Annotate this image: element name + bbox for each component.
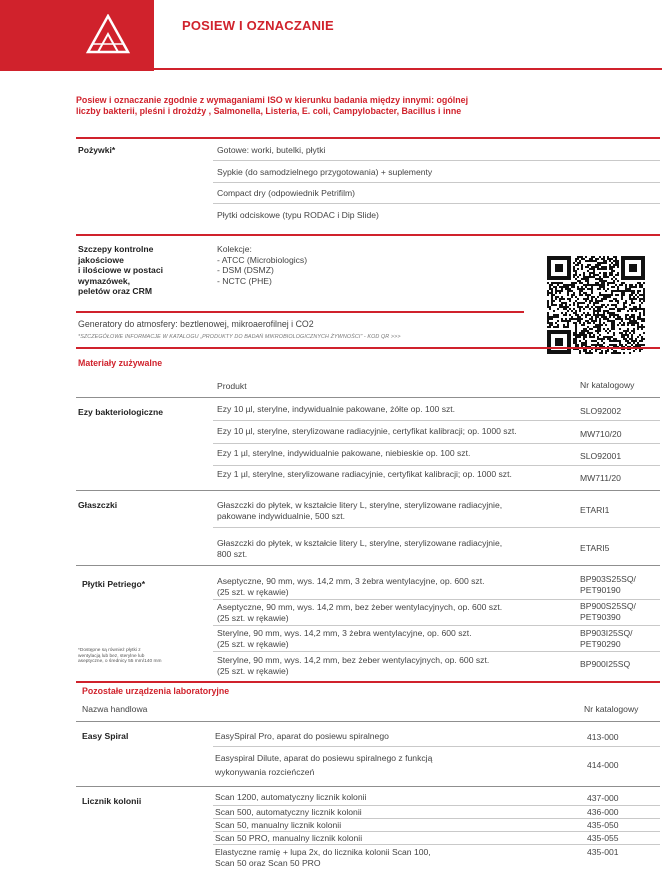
- row-divider: [213, 651, 660, 652]
- catalog-number: MW710/20: [580, 429, 622, 439]
- desc-line: pakowane indywidualnie, 500 szt.: [217, 510, 346, 521]
- desc-line: (25 szt. w rękawie): [217, 586, 289, 597]
- intro-line: liczby bakterii, pleśni i drożdży , Salmonella, Listeria, E. coli, Campylobacter, Bacillus i inne: [76, 106, 462, 116]
- catalog-note: *SZCZEGÓŁOWE INFORMACJE W KATALOGU „PRODUKTY DO BADAŃ MIKROBIOLOGICZNYCH ŻYWNOŚCI” - KOD QR >>>: [78, 334, 401, 340]
- desc-line: Głaszczki do płytek, w kształcie litery L, sterylne, sterylizowane radiacyjnie,: [217, 538, 503, 548]
- desc-line: Głaszczki do płytek, w kształcie litery L, sterylne, sterylizowane radiacyjnie,: [217, 500, 503, 510]
- label-line: i ilościowe w postaci: [78, 265, 164, 276]
- product-desc: Ezy 10 µl, sterylne, sterylizowane radiacyjnie, certyfikat kalibracji; op. 1000 szt.: [217, 426, 517, 436]
- row-divider: [213, 420, 660, 421]
- catalog-number: BP900I25SQ: [580, 659, 631, 669]
- generators-text: Generatory do atmosfery: beztlenowej, mikroaerofilnej i CO2: [78, 319, 314, 329]
- device-desc: Scan 1200, automatyczny licznik kolonii: [215, 792, 367, 802]
- cat-line: BP903S25SQ/: [580, 574, 636, 584]
- row-divider: [213, 182, 660, 183]
- collection-line: - NCTC (PHE): [217, 275, 272, 286]
- catalog-number: [580, 628, 633, 649]
- desc-line: (25 szt. w rękawie): [217, 665, 289, 676]
- collection-line: - DSM (DSMZ): [217, 265, 274, 276]
- col-name-header: Nazwa handlowa: [82, 704, 148, 714]
- product-desc: [217, 538, 502, 559]
- table-header-rule: [76, 397, 660, 398]
- row-divider: [213, 625, 660, 626]
- petri-footnote: [78, 648, 161, 665]
- product-desc: Ezy 10 µl, sterylne, indywidualnie pakowane, żółte op. 100 szt.: [217, 404, 456, 414]
- petri-label: Płytki Petriego*: [82, 579, 146, 589]
- device-desc: EasySpiral Pro, aparat do posiewu spiralnego: [215, 731, 389, 741]
- catalog-number: ETARI5: [580, 543, 610, 553]
- desc-line: Easyspiral Dilute, aparat do posiewu spiralnego z funkcją: [215, 753, 433, 763]
- row-divider: [213, 831, 660, 832]
- desc-line: Sterylne, 90 mm, wys. 14,2 mm, bez żeber wentylacyjnych, op. 600 szt.: [217, 655, 490, 665]
- desc-line: wykonywania rozcieńczeń: [215, 767, 315, 777]
- pozywki-item: Sypkie (do samodzielnego przygotowania) + suplementy: [217, 167, 433, 177]
- devices-title: Pozostałe urządzenia laboratoryjne: [82, 686, 230, 696]
- easy-spiral-label: Easy Spiral: [82, 731, 129, 741]
- desc-line: Sterylne, 90 mm, wys. 14,2 mm, 3 żebra wentylacyjne, op. 600 szt.: [217, 628, 472, 638]
- desc-line: Aseptyczne, 90 mm, wys. 14,2 mm, 3 żebra wentylacyjne, op. 600 szt.: [217, 576, 485, 586]
- row-divider: [213, 818, 660, 819]
- desc-line: Scan 50 oraz Scan 50 PRO: [215, 857, 321, 868]
- group-divider: [76, 490, 660, 491]
- intro-text: [76, 95, 468, 117]
- product-desc: Ezy 1 µl, sterylne, indywidualnie pakowane, niebieskie op. 100 szt.: [217, 448, 471, 458]
- table-header-rule: [76, 721, 660, 722]
- catalog-number: SLO92002: [580, 406, 622, 416]
- row-divider: [213, 805, 660, 806]
- col-catalog-header: Nr katalogowy: [580, 380, 635, 390]
- catalog-number: MW711/20: [580, 473, 621, 483]
- cat-line: PET90190: [580, 584, 621, 595]
- product-desc: [217, 500, 502, 521]
- section-divider: [76, 347, 660, 349]
- licznik-label: Licznik kolonii: [82, 796, 142, 806]
- catalog-number: SLO92001: [580, 451, 622, 461]
- footnote-line: aseptyczne, o średnicy 55 mm/140 mm: [78, 659, 162, 665]
- catalog-number: 435-055: [587, 833, 619, 843]
- device-desc: [215, 847, 431, 868]
- col-product-header: Produkt: [217, 381, 247, 391]
- catalog-number: [580, 601, 636, 622]
- pozywki-label: Pożywki*: [78, 145, 116, 155]
- header-rule: [154, 68, 662, 70]
- page-title: POSIEW I OZNACZANIE: [182, 18, 334, 33]
- label-line: wymazówek,: [78, 275, 131, 286]
- footnote-line: *Dostępne są również płytki z: [78, 648, 141, 653]
- logo-panel: [0, 0, 154, 71]
- row-divider: [213, 527, 660, 528]
- pozywki-item: Gotowe: worki, butelki, płytki: [217, 145, 326, 155]
- catalog-number: 435-050: [587, 820, 619, 830]
- product-desc: [217, 628, 472, 649]
- device-desc: [215, 751, 432, 779]
- desc-line: 800 szt.: [217, 548, 248, 559]
- collection-line: - ATCC (Microbiologics): [217, 254, 308, 265]
- product-desc: [217, 602, 502, 623]
- group-divider: [76, 565, 660, 566]
- catalog-number: 435-001: [587, 847, 619, 857]
- catalog-number: 413-000: [587, 732, 619, 742]
- label-line: Szczepy kontrolne: [78, 244, 154, 254]
- product-desc: [217, 576, 484, 597]
- row-divider: [213, 203, 660, 204]
- product-desc: Ezy 1 µl, sterylne, sterylizowane radiacyjnie, certyfikat kalibracji; op. 1000 szt.: [217, 469, 512, 479]
- szczepy-label: [78, 244, 163, 297]
- collection-line: Kolekcje:: [217, 244, 252, 254]
- label-line: jakościowe: [78, 254, 124, 265]
- ezy-label: Ezy bakteriologiczne: [78, 407, 164, 417]
- product-desc: [217, 655, 489, 676]
- row-divider: [213, 844, 660, 845]
- intro-line: Posiew i oznaczanie zgodnie z wymaganiami ISO w kierunku badania między innymi: ogólnej: [76, 95, 469, 105]
- row-divider: [213, 746, 660, 747]
- cat-line: PET90290: [580, 638, 621, 649]
- device-desc: Scan 50, manualny licznik kolonii: [215, 820, 342, 830]
- desc-line: (25 szt. w rękawie): [217, 612, 289, 623]
- brand-logo-icon: [84, 14, 132, 54]
- materials-title: Materiały zużywalne: [78, 358, 163, 368]
- cat-line: PET90390: [580, 611, 621, 622]
- desc-line: Aseptyczne, 90 mm, wys. 14,2 mm, bez żeber wentylacyjnych, op. 600 szt.: [217, 602, 503, 612]
- desc-line: (25 szt. w rękawie): [217, 638, 289, 649]
- row-divider: [213, 443, 660, 444]
- col-catalog-header: Nr katalogowy: [584, 704, 639, 714]
- szczepy-collections: [217, 244, 307, 286]
- cat-line: BP900S25SQ/: [580, 601, 636, 611]
- catalog-number: ETARI1: [580, 505, 610, 515]
- cat-line: BP903I25SQ/: [580, 628, 633, 638]
- glaszczki-label: Głaszczki: [78, 500, 118, 510]
- device-desc: Scan 500, automatyczny licznik kolonii: [215, 807, 362, 817]
- footnote-line: wentylacją lub bez, sterylne lub: [78, 653, 145, 659]
- pozywki-item: Płytki odciskowe (typu RODAC i Dip Slide): [217, 210, 379, 220]
- section-divider: [76, 137, 660, 139]
- device-desc: Scan 50 PRO, manualny licznik kolonii: [215, 833, 363, 843]
- label-line: peletów oraz CRM: [78, 286, 153, 297]
- group-divider: [76, 786, 660, 787]
- qr-code-icon[interactable]: [547, 256, 645, 354]
- row-divider: [213, 599, 660, 600]
- catalog-number: [580, 574, 636, 595]
- catalog-number: 414-000: [587, 760, 619, 770]
- section-divider: [76, 234, 660, 236]
- section-divider: [76, 681, 660, 683]
- section-divider: [76, 311, 524, 313]
- pozywki-item: Compact dry (odpowiednik Petrifilm): [217, 188, 356, 198]
- catalog-number: 436-000: [587, 807, 619, 817]
- catalog-number: 437-000: [587, 793, 619, 803]
- row-divider: [213, 465, 660, 466]
- desc-line: Elastyczne ramię + lupa 2x, do licznika kolonii Scan 100,: [215, 847, 431, 857]
- row-divider: [213, 160, 660, 161]
